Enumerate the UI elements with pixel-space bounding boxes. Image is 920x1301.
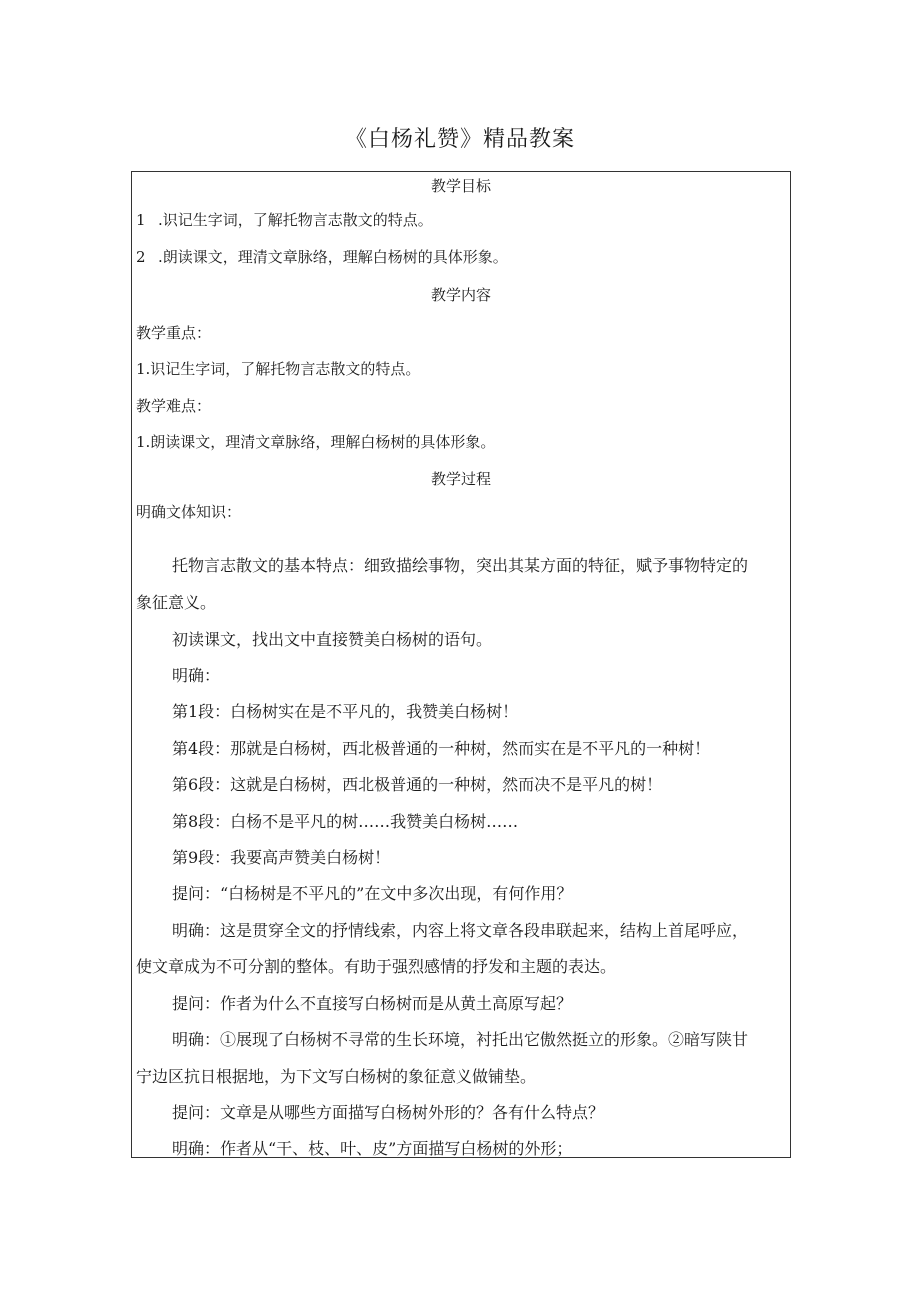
process-heading: 教学过程 [430,470,491,488]
process-paragraph: 明确：①展现了白杨树不寻常的生长环境，衬托出它傲然挺立的形象。②暗写陕甘 [172,1030,749,1049]
process-paragraph: 第1段：白杨树实在是不平凡的，我赞美白杨树！ [172,702,519,721]
objective-item [132,210,790,230]
objective-text: .识记生字词，了解托物言志散文的特点。 [158,211,433,229]
process-paragraph: 第8段：白杨不是平凡的树……我赞美白杨树…… [172,812,519,831]
process-paragraph: 提问：作者为什么不直接写白杨树而是从黄土高原写起？ [172,994,573,1013]
page-title: 《白杨礼赞》精品教案 [344,127,575,152]
process-paragraph-cont: 象征意义。 [136,593,217,612]
key-point-label: 教学重点： [136,324,212,342]
objective-text: .朗读课文，理清文章脉络，理解白杨树的具体形象。 [158,248,508,266]
process-paragraph: 明确：作者从“干、枝、叶、皮”方面描写白杨树的外形； [172,1139,573,1158]
difficulty-point: 1.朗读课文，理清文章脉络，理解白杨树的具体形象。 [136,433,496,451]
difficulty-label: 教学难点： [136,397,212,415]
process-paragraph-cont: 宁边区抗日根据地，为下文写白杨树的象征意义做铺垫。 [136,1067,537,1086]
genre-label: 明确文体知识： [136,503,242,521]
lesson-plan-table [131,171,791,1158]
process-paragraph: 提问：“白杨树是不平凡的”在文中多次出现，有何作用？ [172,884,573,903]
objective-number: 2 [136,248,146,266]
process-paragraph: 初读课文，找出文中直接赞美白杨树的语句。 [172,630,493,649]
process-paragraph: 第6段：这就是白杨树，西北极普通的一种树，然而决不是平凡的树！ [172,775,663,794]
process-paragraph: 第4段：那就是白杨树，西北极普通的一种树，然而实在是不平凡的一种树！ [172,739,711,758]
process-paragraph: 提问：文章是从哪些方面描写白杨树外形的？各有什么特点？ [172,1103,605,1122]
process-paragraph: 托物言志散文的基本特点：细致描绘事物，突出其某方面的特征，赋予事物特定的 [172,556,749,575]
key-point: 1.识记生字词，了解托物言志散文的特点。 [136,360,421,378]
objective-number: 1 [136,211,146,229]
content-heading: 教学内容 [430,286,491,304]
process-paragraph: 明确：这是贯穿全文的抒情线索，内容上将文章各段串联起来，结构上首尾呼应， [172,921,749,940]
objectives-heading: 教学目标 [430,177,491,195]
objective-item [132,247,790,267]
process-paragraph: 第9段：我要高声赞美白杨树！ [172,848,391,867]
process-paragraph: 明确： [172,666,221,685]
process-paragraph-cont: 使文章成为不可分割的整体。有助于强烈感情的抒发和主题的表达。 [136,957,617,976]
